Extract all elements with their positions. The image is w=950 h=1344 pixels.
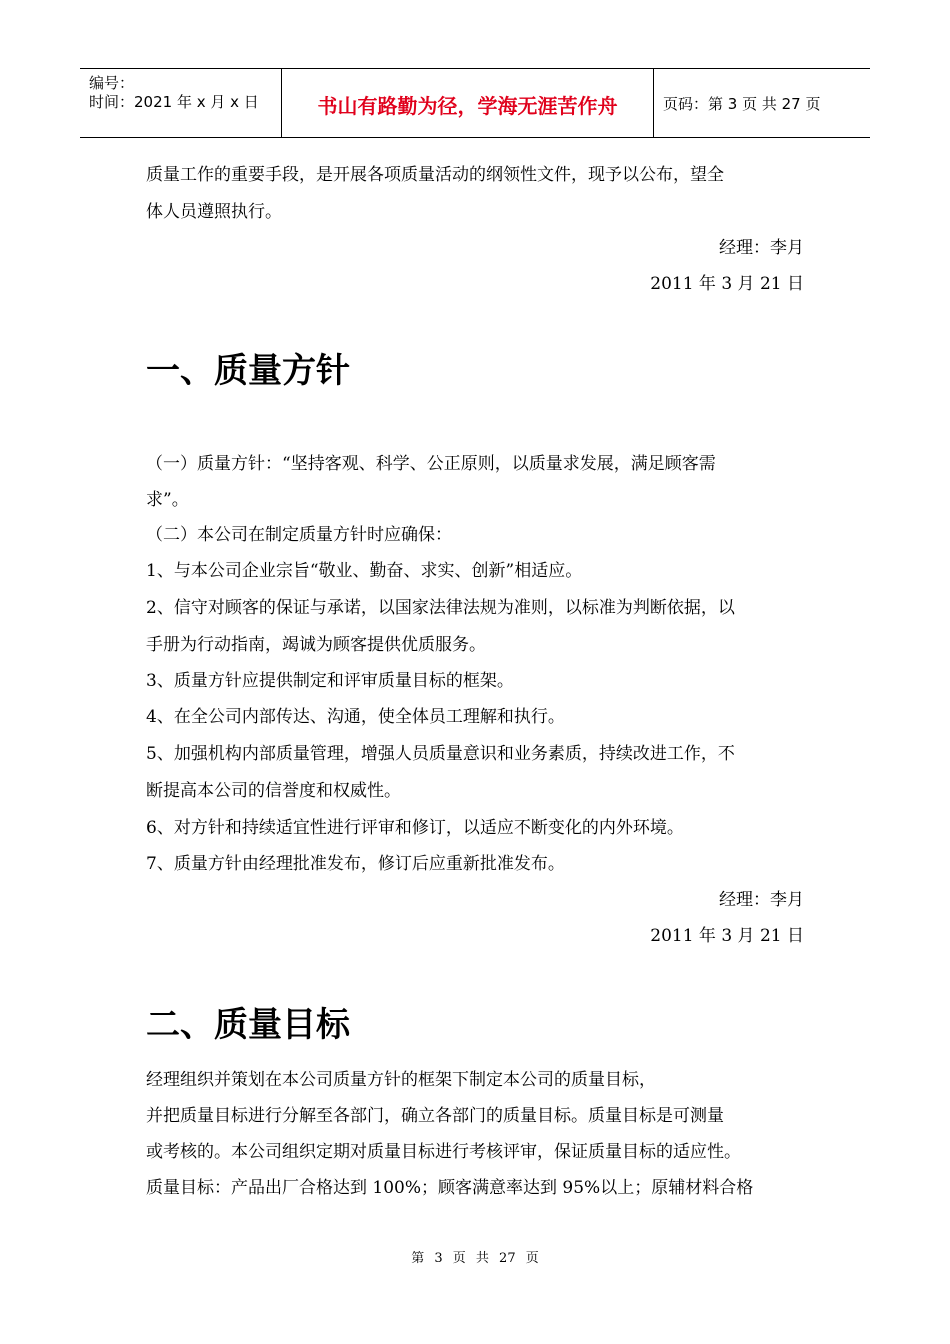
section1-line: 手册为行动指南，竭诚为顾客提供优质服务。 xyxy=(146,635,486,655)
section2-heading: 二、质量目标 xyxy=(146,1005,350,1045)
section1-signer: 经理：李月 xyxy=(719,890,804,910)
section1-line: 7、质量方针由经理批准发布，修订后应重新批准发布。 xyxy=(146,854,565,874)
section1-line: 3、质量方针应提供制定和评审质量目标的框架。 xyxy=(146,671,514,691)
intro-line-1: 质量工作的重要手段，是开展各项质量活动的纲领性文件，现予以公布，望全 xyxy=(146,165,724,185)
section1-line: 1、与本公司企业宗旨“敬业、勤奋、求实、创新”相适应。 xyxy=(146,561,583,581)
intro-date: 2011 年 3 月 21 日 xyxy=(650,274,804,294)
section1-line: 断提高本公司的信誉度和权威性。 xyxy=(146,781,401,801)
page-header xyxy=(80,68,870,138)
section2-line: 并把质量目标进行分解至各部门，确立各部门的质量目标。质量目标是可测量 xyxy=(146,1106,724,1126)
section1-line: 求”。 xyxy=(146,490,189,510)
section1-heading: 一、质量方针 xyxy=(146,351,350,391)
doc-number-label: 编号： xyxy=(89,74,135,92)
section1-line: （二）本公司在制定质量方针时应确保： xyxy=(146,525,452,545)
section1-line: 6、对方针和持续适宜性进行评审和修订，以适应不断变化的内外环境。 xyxy=(146,818,684,838)
section1-date: 2011 年 3 月 21 日 xyxy=(650,926,804,946)
section1-line: 5、加强机构内部质量管理，增强人员质量意识和业务素质，持续改进工作，不 xyxy=(146,744,735,764)
motto-text: 书山有路勤为径，学海无涯苦作舟 xyxy=(317,94,618,118)
intro-signer: 经理：李月 xyxy=(719,238,804,258)
section2-line: 或考核的。本公司组织定期对质量目标进行考核评审，保证质量目标的适应性。 xyxy=(146,1142,741,1162)
section1-line: （一）质量方针：“坚持客观、科学、公正原则，以质量求发展，满足顾客需 xyxy=(146,454,716,474)
page-footer: 第 3 页 共 27 页 xyxy=(411,1251,539,1266)
section1-line: 2、信守对顾客的保证与承诺，以国家法律法规为准则，以标准为判断依据，以 xyxy=(146,598,735,618)
intro-line-2: 体人员遵照执行。 xyxy=(146,202,282,222)
section2-line: 经理组织并策划在本公司质量方针的框架下制定本公司的质量目标， xyxy=(146,1070,656,1090)
page-code: 页码：第 3 页 共 27 页 xyxy=(663,95,821,113)
section2-line: 质量目标：产品出厂合格达到 100%；顾客满意率达到 95%以上；原辅材料合格 xyxy=(146,1178,754,1198)
section1-line: 4、在全公司内部传达、沟通，使全体员工理解和执行。 xyxy=(146,707,565,727)
header-motto-cell xyxy=(282,69,654,137)
doc-time-label: 时间：2021 年 x 月 x 日 xyxy=(89,93,259,111)
header-info-cell xyxy=(80,69,282,137)
